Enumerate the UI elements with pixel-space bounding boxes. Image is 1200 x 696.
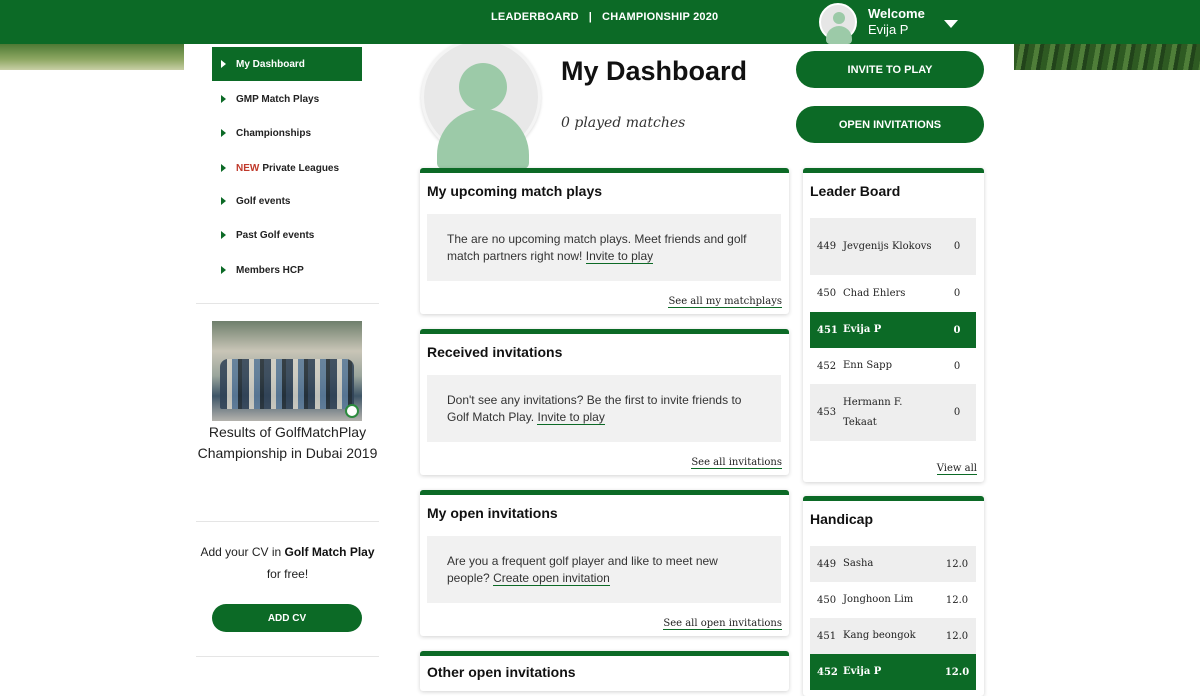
card-message: Are you a frequent golf player and like to meet new people? Create open invitation xyxy=(427,536,781,603)
handicap-card xyxy=(803,496,984,696)
username-label: Evija P xyxy=(868,22,909,37)
add-cv-button[interactable]: ADD CV xyxy=(212,604,362,632)
user-avatar-icon[interactable] xyxy=(819,3,857,41)
view-all-leaderboard-link[interactable]: View all xyxy=(936,463,977,474)
cv-promo-text: Add your CV in Golf Match Play for free! xyxy=(200,545,375,581)
handicap-row-current-user[interactable]: 452 Evija P 12.0 xyxy=(810,654,976,690)
banner-image-left xyxy=(0,44,184,70)
nav-separator: | xyxy=(588,11,593,23)
handicap-row[interactable]: 451 Kang beongok 12.0 xyxy=(810,618,976,654)
nav-leaderboard-link[interactable]: LEADERBOARD xyxy=(491,11,579,23)
sidebar-item-label: Championships xyxy=(236,127,312,139)
sidebar-item-label: Private Leagues xyxy=(262,162,340,174)
leaderboard-row[interactable]: 450 Chad Ehlers 0 xyxy=(817,287,961,299)
open-invitations-button[interactable]: OPEN INVITATIONS xyxy=(796,106,984,143)
championship-photo[interactable] xyxy=(212,321,362,421)
sidebar-divider xyxy=(196,303,379,304)
leaderboard-row[interactable]: 449 Jevgenijs Klokovs 0 xyxy=(810,218,976,275)
sidebar-divider xyxy=(196,521,379,522)
page-title: My Dashboard xyxy=(561,56,748,86)
card-message: Don't see any invitations? Be the first to invite friends to Golf Match Play. Invite to play xyxy=(427,375,781,442)
card-title: Handicap xyxy=(810,511,874,527)
see-all-invitations-link[interactable]: See all invitations xyxy=(691,457,782,468)
card-title: Leader Board xyxy=(810,183,901,199)
sidebar-divider xyxy=(196,656,379,657)
leaderboard-row[interactable]: 453 Hermann F. Tekaat 0 xyxy=(810,384,976,441)
played-matches-count: 0 played matches xyxy=(561,115,686,131)
sidebar-item-golf-events[interactable] xyxy=(212,184,362,218)
sidebar-item-label: Past Golf events xyxy=(236,229,315,241)
triangle-right-icon xyxy=(221,197,226,205)
sidebar-item-label: Golf events xyxy=(236,195,291,207)
sidebar-item-my-dashboard[interactable] xyxy=(212,47,362,81)
invite-to-play-link[interactable]: Invite to play xyxy=(585,249,654,263)
see-all-matchplays-link[interactable]: See all my matchplays xyxy=(668,296,782,307)
golf-logo-icon xyxy=(345,404,359,418)
sidebar-item-label: Members HCP xyxy=(236,264,304,276)
championship-result-link[interactable]: Results of GolfMatchPlay Championship in Dubai 2019 xyxy=(197,424,378,461)
leaderboard-card xyxy=(803,168,984,482)
handicap-row[interactable]: 450 Jonghoon Lim 12.0 xyxy=(817,594,969,606)
sidebar-item-private-leagues[interactable] xyxy=(212,151,362,185)
handicap-row[interactable]: 449 Sasha 12.0 xyxy=(810,546,976,582)
create-open-invitation-link[interactable]: Create open invitation xyxy=(493,571,610,585)
sidebar-item-members-hcp[interactable] xyxy=(212,253,362,287)
user-menu[interactable] xyxy=(819,0,925,44)
welcome-label: Welcome xyxy=(868,6,925,21)
triangle-right-icon xyxy=(221,231,226,239)
open-invitations-card xyxy=(420,490,789,636)
invite-to-play-link[interactable]: Invite to play xyxy=(537,410,605,424)
triangle-right-icon xyxy=(221,129,226,137)
nav-championship-link[interactable]: CHAMPIONSHIP 2020 xyxy=(602,11,719,23)
leaderboard-row[interactable]: 452 Enn Sapp 0 xyxy=(817,360,961,372)
triangle-right-icon xyxy=(221,164,226,172)
caret-down-icon[interactable] xyxy=(944,20,958,28)
card-title: My open invitations xyxy=(427,505,558,521)
see-all-open-invitations-link[interactable]: See all open invitations xyxy=(663,618,782,629)
invite-to-play-button[interactable]: INVITE TO PLAY xyxy=(796,51,984,88)
sidebar-item-label: My Dashboard xyxy=(236,58,305,70)
card-title: Received invitations xyxy=(427,344,563,360)
triangle-right-icon xyxy=(221,95,226,103)
triangle-right-icon xyxy=(221,60,226,68)
sidebar-item-gmp-match-plays[interactable] xyxy=(212,82,362,116)
new-badge: NEW xyxy=(236,162,260,174)
upcoming-matchplays-card xyxy=(420,168,789,314)
leaderboard-row-current-user[interactable]: 451 Evija P 0 xyxy=(810,312,976,348)
triangle-right-icon xyxy=(221,266,226,274)
top-nav xyxy=(491,11,718,23)
sidebar-item-championships[interactable] xyxy=(212,116,362,150)
card-title: Other open invitations xyxy=(427,664,576,680)
sidebar-item-label: GMP Match Plays xyxy=(236,93,320,105)
received-invitations-card xyxy=(420,329,789,475)
sidebar-item-past-golf-events[interactable] xyxy=(212,218,362,252)
sidebar xyxy=(184,44,392,670)
other-invitations-card xyxy=(420,651,789,691)
top-bar xyxy=(0,0,1200,44)
card-message: The are no upcoming match plays. Meet friends and golf match partners right now! Invite to play xyxy=(427,214,781,281)
profile-avatar-icon[interactable] xyxy=(421,38,541,156)
banner-image-right xyxy=(1014,44,1200,70)
card-title: My upcoming match plays xyxy=(427,183,603,199)
